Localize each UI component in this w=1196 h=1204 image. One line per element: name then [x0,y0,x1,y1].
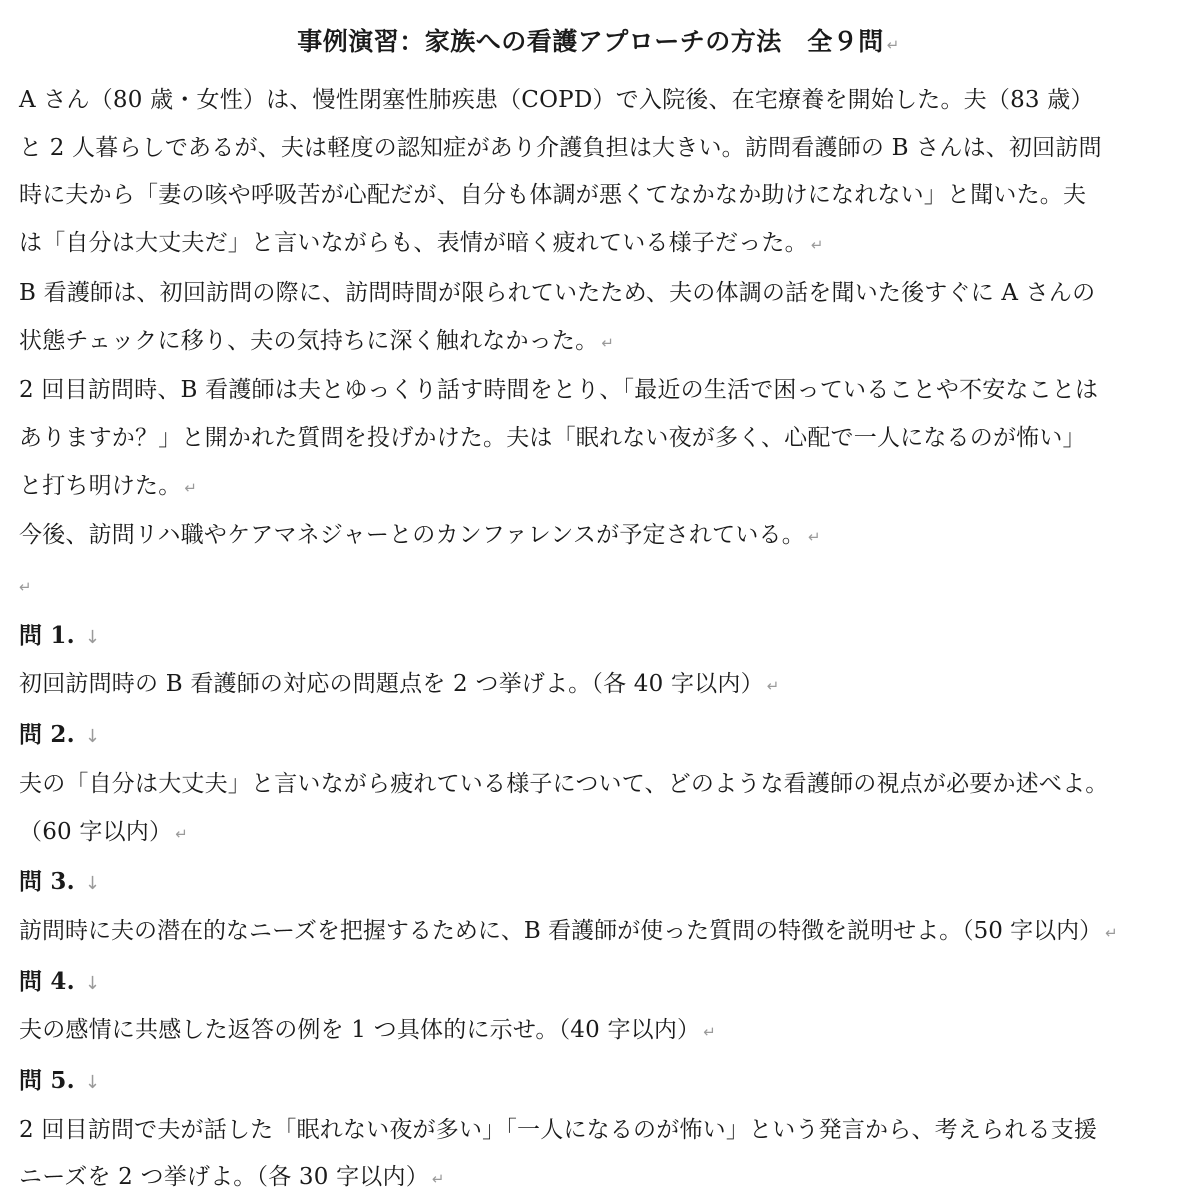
paragraph-mark: ↵ [810,236,824,255]
case-line [19,415,1178,463]
paragraph-mark: ↵ [766,677,780,696]
title-text: 事例演習：家族への看護アプローチの方法 全９問 [297,27,884,56]
question-text [19,1154,1178,1204]
question-text-line: （60 字以内） [19,818,173,845]
case-line-text: と打ち明けた。 [19,472,182,499]
case-line-text: は「自分は大丈夫だ」と言いながらも、表情が暗く疲れている様子だった。 [19,230,808,257]
question-text [19,809,1178,859]
question-label-text: 問 4. [19,967,75,995]
case-line-text: 今後、訪問リハ職やケアマネジャーとのカンファレンスが予定されている。 [19,522,805,549]
case-line-text: B 看護師は、初回訪問の際に、訪問時間が限られていたため、夫の体調の話を聞いた後すぐに A さんの [19,279,1096,306]
case-line [19,125,1178,173]
paragraph-mark: ↵ [19,578,32,597]
case-line [19,367,1178,415]
question-text-line: 夫の感情に共感した返答の例を 1 つ具体的に示せ。（40 字以内） [19,1017,701,1044]
question-label [19,711,1178,761]
question-text [19,661,1178,711]
question-text-line: ニーズを 2 つ挙げよ。（各 30 字以内） [19,1164,429,1191]
question-text [19,1007,1178,1057]
paragraph-mark: ↵ [175,824,188,843]
question-label-text: 問 3. [19,868,75,896]
question-5 [19,1057,1178,1204]
question-text [19,1107,1178,1155]
case-line-text: 2 回目訪問時、B 看護師は夫とゆっくり話す時間をとり、「最近の生活で困っていることや不安なことは [19,377,1099,404]
paragraph-mark: ↵ [1105,923,1118,942]
question-4 [19,958,1178,1057]
case-line-text: 状態チェックに移り、夫の気持ちに深く触れなかった。 [19,327,599,354]
question-text-line: 初回訪問時の B 看護師の対応の問題点を 2 つ挙げよ。（各 40 字以内） [19,671,764,698]
empty-line [19,562,1178,612]
case-line [19,172,1178,220]
line-break-mark: ↓ [84,972,101,994]
line-break-mark: ↓ [84,626,101,648]
paragraph-mark: ↵ [703,1023,717,1042]
case-line [19,270,1178,318]
line-break-mark: ↓ [84,873,101,895]
paragraph-mark: ↵ [886,36,900,54]
question-2 [19,711,1178,858]
paragraph-mark: ↵ [807,528,821,547]
question-label [19,958,1178,1008]
case-line [19,463,1178,513]
case-line-text: と 2 人暮らしであるが、夫は軽度の認知症があり介護負担は大きい。訪問看護師の B さんは、初回訪問 [19,134,1102,161]
case-line-text: A さん（80 歳・女性）は、慢性閉塞性肺疾患（COPD）で入院後、在宅療養を開始した。夫（83 歳） [19,87,1094,113]
case-line [19,220,1178,270]
question-3 [19,858,1178,957]
case-line-text: 時に夫から「妻の咳や呼吸苦が心配だが、自分も体調が悪くてなかなか助けになれない」と聞いた。夫 [19,182,1087,209]
paragraph-mark: ↵ [601,333,615,352]
question-text-line: 訪問時に夫の潜在的なニーズを把握するために、B 看護師が使った質問の特徴を説明せよ。（50 字以内） [19,917,1103,944]
line-break-mark: ↓ [84,726,101,748]
case-line-text: ありますか？」と開かれた質問を投げかけた。夫は「眠れない夜が多く、心配で一人になるのが怖い」 [19,424,1086,451]
question-label [19,612,1178,662]
question-label-text: 問 5. [19,1067,75,1095]
question-label [19,1057,1178,1107]
question-label-text: 問 2. [19,721,75,749]
question-label-text: 問 1. [19,621,75,649]
case-description [19,77,1178,612]
case-line [19,318,1178,368]
paragraph-mark: ↵ [184,478,198,497]
paragraph-mark: ↵ [431,1170,445,1189]
line-break-mark: ↓ [84,1072,101,1094]
case-line [19,512,1178,562]
question-text [19,761,1178,809]
document-title [19,20,1178,67]
case-line [19,77,1178,125]
question-label [19,858,1178,908]
question-text-line: 2 回目訪問で夫が話した「眠れない夜が多い」「一人になるのが怖い」という発言から、考えられる支援 [19,1116,1098,1143]
question-text-line: 夫の「自分は大丈夫」と言いながら疲れている様子について、どのような看護師の視点が必要か述べよ。 [19,770,1109,797]
question-list [19,612,1178,1204]
question-text [19,908,1178,958]
question-1 [19,612,1178,711]
